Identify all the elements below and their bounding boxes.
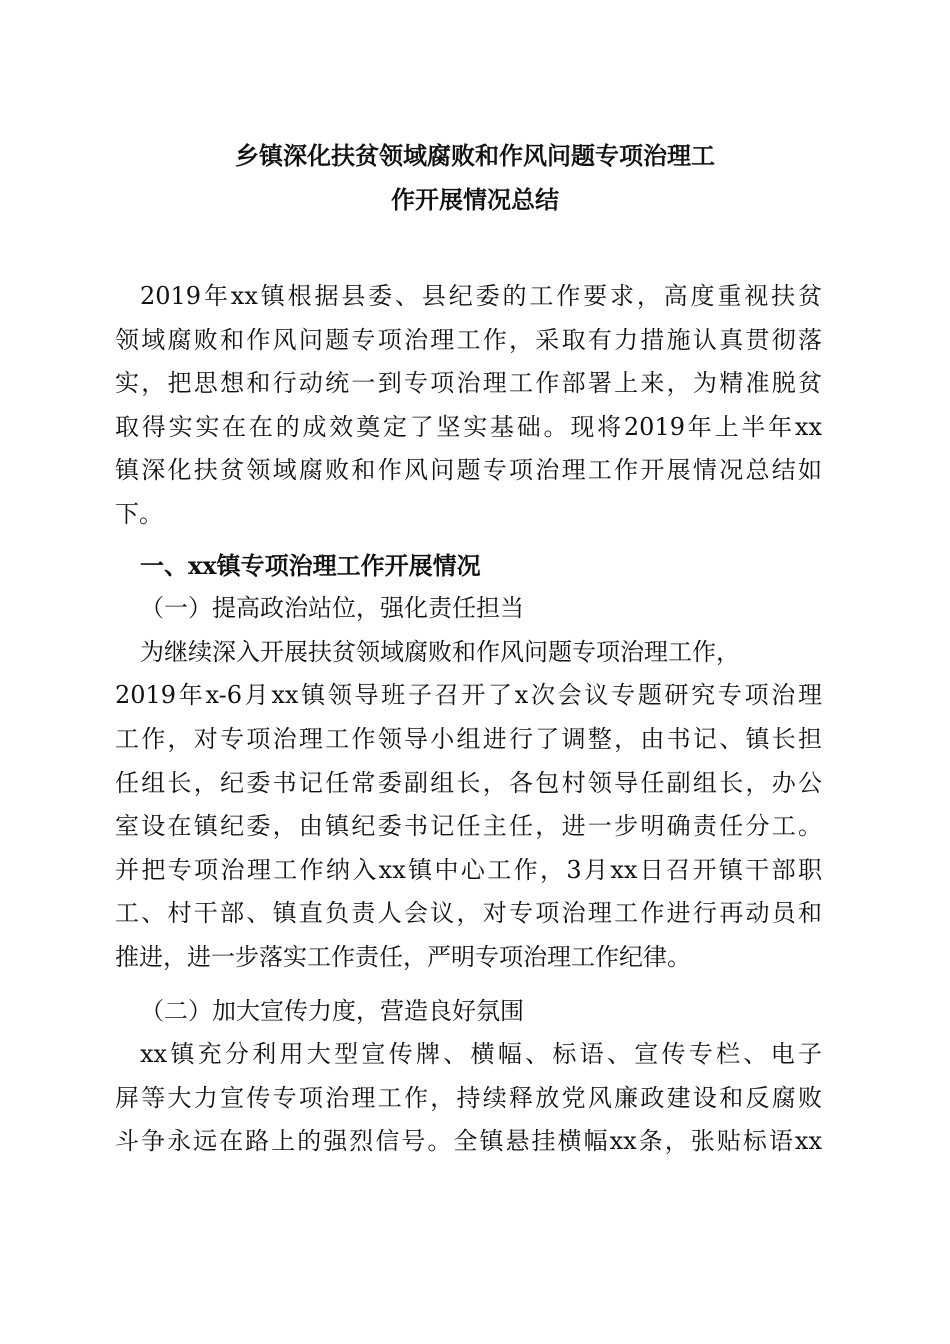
text-line: 屏等大力宣传专项治理工作，持续释放党风廉政建设和反腐败 xyxy=(115,1083,822,1112)
text-line: 斗争永远在路上的强烈信号。全镇悬挂横幅xx条，张贴标语xx xyxy=(115,1127,822,1156)
section-heading: 一、xx镇专项治理工作开展情况 xyxy=(140,550,481,580)
text-line: 取得实实在在的成效奠定了坚实基础。现将2019年上半年xx xyxy=(115,412,822,441)
text-line: 工、村干部、镇直负责人会议，对专项治理工作进行再动员和 xyxy=(115,899,822,928)
document-title xyxy=(115,134,835,221)
title-line-1: 乡镇深化扶贫领域腐败和作风问题专项治理工 xyxy=(235,141,715,170)
subsection-2-paragraph xyxy=(115,1033,822,1164)
subsection-1-paragraph xyxy=(115,631,822,980)
subsection-heading: （一）提高政治站位，强化责任担当 xyxy=(140,594,524,623)
document-body xyxy=(115,275,822,1164)
text-line: 实，把思想和行动统一到专项治理工作部署上来，为精准脱贫 xyxy=(115,369,822,398)
text-line: 任组长，纪委书记任常委副组长，各包村领导任副组长，办公 xyxy=(115,768,822,797)
text-line: xx镇充分利用大型宣传牌、横幅、标语、宣传专栏、电子 xyxy=(140,1040,822,1069)
subsection-heading: （二）加大宣传力度，营造良好氛围 xyxy=(140,996,524,1025)
title-line-2: 作开展情况总结 xyxy=(391,184,559,214)
text-line: 工作，对专项治理工作领导小组进行了调整，由书记、镇长担 xyxy=(115,724,822,753)
text-line: 领域腐败和作风问题专项治理工作，采取有力措施认真贯彻落 xyxy=(115,325,822,354)
text-line: 为继续深入开展扶贫领域腐败和作风问题专项治理工作， xyxy=(140,637,740,666)
text-line: 2019年x-6月xx镇领导班子召开了x次会议专题研究专项治理 xyxy=(115,681,822,710)
text-line: 室设在镇纪委，由镇纪委书记任主任，进一步明确责任分工。 xyxy=(115,812,822,841)
text-line: 推进，进一步落实工作责任，严明专项治理工作纪律。 xyxy=(115,942,691,971)
text-line: 下。 xyxy=(115,499,163,528)
text-line: 并把专项治理工作纳入xx镇中心工作，3月xx日召开镇干部职 xyxy=(115,855,822,884)
text-line: 镇深化扶贫领域腐败和作风问题专项治理工作开展情况总结如 xyxy=(115,456,822,485)
intro-paragraph xyxy=(115,275,822,537)
text-line: 2019年xx镇根据县委、县纪委的工作要求，高度重视扶贫 xyxy=(140,282,822,310)
